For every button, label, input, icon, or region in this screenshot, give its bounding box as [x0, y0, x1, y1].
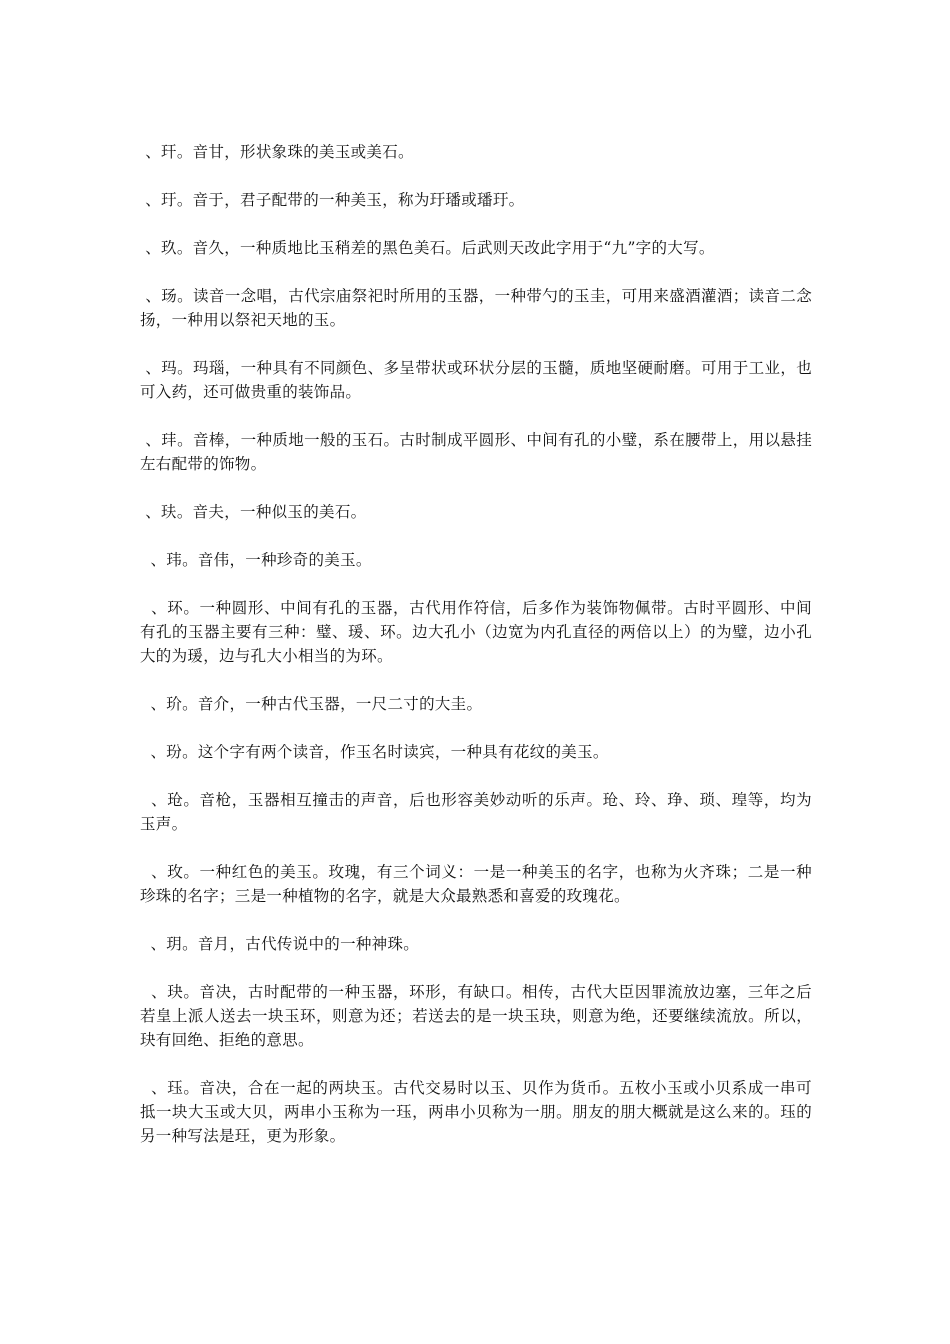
- entry-paragraph: 、玞。音夫，一种似玉的美石。: [140, 503, 367, 521]
- entry-paragraph: 、玠。音介，一种古代玉器，一尺二寸的大圭。: [140, 695, 483, 713]
- document-body: [140, 140, 812, 1172]
- entry-paragraph: 、珏。音决，合在一起的两块玉。古代交易时以玉、贝作为货币。五枚小玉或小贝系成一串可抵一块大玉或大贝，两串小玉称为一珏，两串小贝称为一朋。朋友的朋大概就是这么来的。珏的另一种写法是玨，更为形象。: [140, 1079, 812, 1145]
- entry-paragraph: 、玱。音枪，玉器相互撞击的声音，后也形容美妙动听的乐声。玱、玲、琤、琐、瑝等，均为玉声。: [140, 791, 812, 833]
- entry-paragraph: 、玥。音月，古代传说中的一种神珠。: [140, 935, 420, 953]
- entry-paragraph: 、玚。读音一念唱，古代宗庙祭祀时所用的玉器，一种带勺的玉圭，可用来盛酒灌酒；读音二念扬，一种用以祭祀天地的玉。: [140, 287, 812, 329]
- entry-paragraph: 、玕。音甘，形状象珠的美玉或美石。: [140, 143, 414, 161]
- entry-paragraph: 、环。一种圆形、中间有孔的玉器，古代用作符信，后多作为装饰物佩带。古时平圆形、中间有孔的玉器主要有三种：璧、瑗、环。边大孔小（边宽为内孔直径的两倍以上）的为璧，边小孔大的为瑗，边与孔大小相当的为环。: [140, 599, 812, 665]
- entry-paragraph: 、玤。音棒，一种质地一般的玉石。古时制成平圆形、中间有孔的小璧，系在腰带上，用以悬挂左右配带的饰物。: [140, 431, 812, 473]
- entry-paragraph: 、玦。音决，古时配带的一种玉器，环形，有缺口。相传，古代大臣因罪流放边塞，三年之后若皇上派人送去一块玉环，则意为还；若送去的是一块玉玦，则意为绝，还要继续流放。所以，玦有回绝、拒绝的意思。: [140, 983, 812, 1049]
- entry-paragraph: 、玮。音伟，一种珍奇的美玉。: [140, 551, 372, 569]
- entry-paragraph: 、玖。音久，一种质地比玉稍差的黑色美石。后武则天改此字用于“九”字的大写。: [140, 239, 715, 257]
- entry-paragraph: 、玗。音于，君子配带的一种美玉，称为玗璠或璠玗。: [140, 191, 525, 209]
- entry-paragraph: 、玫。一种红色的美玉。玫瑰，有三个词义：一是一种美玉的名字，也称为火齐珠；二是一种珍珠的名字；三是一种植物的名字，就是大众最熟悉和喜爱的玫瑰花。: [140, 863, 812, 905]
- entry-paragraph: 、玢。这个字有两个读音，作玉名时读宾，一种具有花纹的美玉。: [140, 743, 609, 761]
- entry-paragraph: 、玛。玛瑙，一种具有不同颜色、多呈带状或环状分层的玉髓，质地坚硬耐磨。可用于工业，也可入药，还可做贵重的装饰品。: [140, 359, 812, 401]
